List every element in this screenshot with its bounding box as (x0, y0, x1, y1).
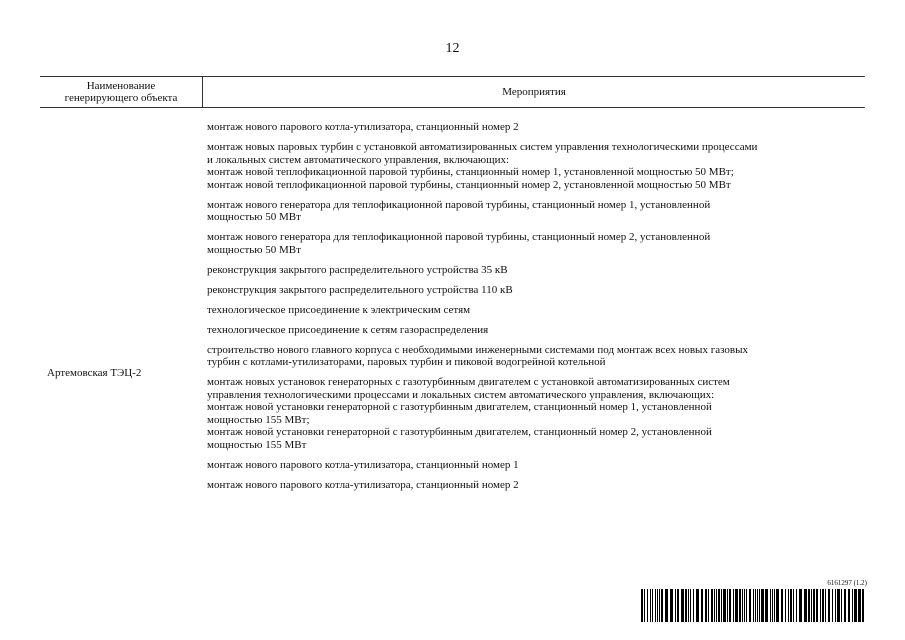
measure-line: реконструкция закрытого распределительного устройства 35 кВ (207, 263, 508, 276)
measure-item (207, 459, 867, 472)
barcode-bar (644, 589, 645, 622)
barcode-bar (793, 589, 794, 622)
barcode-bar (735, 589, 738, 622)
header-measures: Мероприятия (502, 86, 566, 98)
barcode-bar (749, 589, 751, 622)
barcode-bar (776, 589, 779, 622)
measure-item (207, 344, 867, 369)
measure-line: монтаж новых установок генераторных с газотурбинным двигателем с установкой автоматизированных систем (207, 376, 730, 388)
barcode-bar (723, 589, 726, 622)
measure-item (207, 376, 867, 451)
measure-item (207, 121, 867, 134)
barcode-bar (790, 589, 792, 622)
measure-line: монтаж новых паровых турбин с установкой автоматизированных систем управления технологическими процессами (207, 141, 758, 153)
measure-item (207, 141, 867, 191)
barcode-label: 6161297 (1.2) (827, 579, 867, 587)
measure-line: монтаж новой установки генераторной с газотурбинным двигателем, станционный номер 2, установленной (207, 426, 712, 438)
barcode-bar (852, 589, 853, 622)
barcode-bar (832, 589, 833, 622)
barcode-bar (788, 589, 789, 622)
measure-line: и локальных систем автоматического управления, включающих: (207, 153, 510, 166)
measure-line: технологическое присоединение к электрическим сетям (207, 303, 471, 316)
barcode-bar (862, 589, 864, 622)
measure-item (207, 199, 867, 224)
measure-line: строительство нового главного корпуса с необходимыми инженерными системами под монтаж всех новых газовых (207, 343, 748, 356)
measure-line: турбин с котлами-утилизаторами, паровых турбин и пиковой водогрейной котельной (207, 356, 606, 368)
measure-line: мощностью 50 МВт (207, 211, 301, 223)
barcode-bar (765, 589, 768, 622)
barcode-bar (835, 589, 836, 622)
barcode-bar (759, 589, 760, 622)
barcode-bar (825, 589, 826, 622)
barcode-bar (670, 589, 673, 622)
measure-line: мощностью 155 МВт; (207, 413, 310, 426)
header-object-name-line1: Наименование (86, 80, 156, 92)
measure-item (207, 284, 867, 297)
barcode-bar (701, 589, 703, 622)
measure-line: монтаж новой установки генераторной с газотурбинным двигателем, станционный номер 1, установленной (207, 401, 712, 413)
barcode-bar (785, 589, 786, 622)
barcode-bar (685, 589, 687, 622)
barcode-bar (837, 589, 840, 622)
measure-line: управления технологическими процессами и локальных систем автоматического управления, включающих: (207, 388, 715, 401)
barcode-bar (665, 589, 668, 622)
table-header (40, 76, 865, 108)
barcode-bar (721, 589, 722, 622)
barcode-bar (739, 589, 741, 622)
measure-line: мощностью 50 МВт (207, 243, 301, 256)
barcode-bar (755, 589, 756, 622)
barcode-bar (822, 589, 824, 622)
barcode-bar (844, 589, 846, 622)
barcode-bar (753, 589, 754, 622)
barcode-bar (641, 589, 643, 622)
barcode-bar (841, 589, 842, 622)
barcode-bar (650, 589, 651, 622)
barcode-bar (816, 589, 818, 622)
barcode-bar (705, 589, 707, 622)
barcode-bar (661, 589, 663, 622)
barcode-bar (652, 589, 653, 622)
measure-item (207, 479, 867, 492)
barcode-bar (804, 589, 807, 622)
barcode-bar (696, 589, 699, 622)
barcode-bar (690, 589, 691, 622)
barcode-bar (744, 589, 745, 622)
barcode-image (641, 589, 867, 622)
measure-line: мощностью 155 МВт (207, 438, 307, 451)
measure-item (207, 231, 867, 256)
header-object-name-line2: генерирующего объекта (64, 92, 178, 104)
barcode-bar (714, 589, 715, 622)
measure-item (207, 324, 867, 337)
barcode-bar (808, 589, 810, 622)
barcode-bar (772, 589, 773, 622)
barcode-bar (727, 589, 728, 622)
barcode-bar (813, 589, 815, 622)
barcode-bar (718, 589, 720, 622)
measure-line: монтаж новой теплофикационной паровой турбины, станционный номер 2, установленной мощностью 50 МВт (207, 178, 731, 191)
barcode-bar (796, 589, 797, 622)
barcode-bar (716, 589, 717, 622)
barcode-bar (811, 589, 812, 622)
barcode-bar (708, 589, 709, 622)
barcode-bar (711, 589, 713, 622)
barcode-bar (858, 589, 861, 622)
measure-line: монтаж нового генератора для теплофикационной паровой турбины, станционный номер 2, установленной (207, 231, 711, 243)
measure-line: монтаж нового парового котла-утилизатора, станционный номер 2 (207, 121, 519, 133)
measure-line: монтаж нового парового котла-утилизатора, станционный номер 2 (207, 478, 519, 491)
barcode-bar (820, 589, 821, 622)
barcode-bar (742, 589, 743, 622)
object-name-cell: Артемовская ТЭЦ-2 (47, 367, 142, 379)
measure-line: технологическое присоединение к сетям газораспределения (207, 323, 489, 336)
barcode-bar (693, 589, 694, 622)
measure-line: монтаж новой теплофикационной паровой турбины, станционный номер 1, установленной мощностью 50 МВт; (207, 166, 734, 178)
barcode-bar (781, 589, 783, 622)
barcode-bar (657, 589, 658, 622)
barcode-bar (774, 589, 775, 622)
measure-line: монтаж нового генератора для теплофикационной паровой турбины, станционный номер 1, установленной (207, 198, 711, 211)
measures-column (207, 121, 867, 499)
barcode-block (641, 579, 867, 622)
page-number: 12 (445, 41, 460, 56)
barcode-bar (799, 589, 802, 622)
barcode-bar (746, 589, 747, 622)
barcode-bar (854, 589, 857, 622)
measure-line: монтаж нового парового котла-утилизатора, станционный номер 1 (207, 458, 519, 471)
barcode-bar (733, 589, 734, 622)
measure-line: реконструкция закрытого распределительного устройства 110 кВ (207, 283, 513, 296)
measure-item (207, 264, 867, 277)
barcode-bar (647, 589, 648, 622)
barcode-bar (681, 589, 684, 622)
barcode-bar (675, 589, 676, 622)
barcode-bar (659, 589, 660, 622)
barcode-bar (761, 589, 764, 622)
barcode-bar (729, 589, 731, 622)
barcode-bar (828, 589, 830, 622)
barcode-bar (688, 589, 689, 622)
barcode-bar (757, 589, 758, 622)
barcode-bar (655, 589, 656, 622)
header-object-name (40, 77, 203, 107)
measure-item (207, 304, 867, 317)
barcode-bar (770, 589, 771, 622)
barcode-bar (677, 589, 679, 622)
barcode-bar (848, 589, 850, 622)
